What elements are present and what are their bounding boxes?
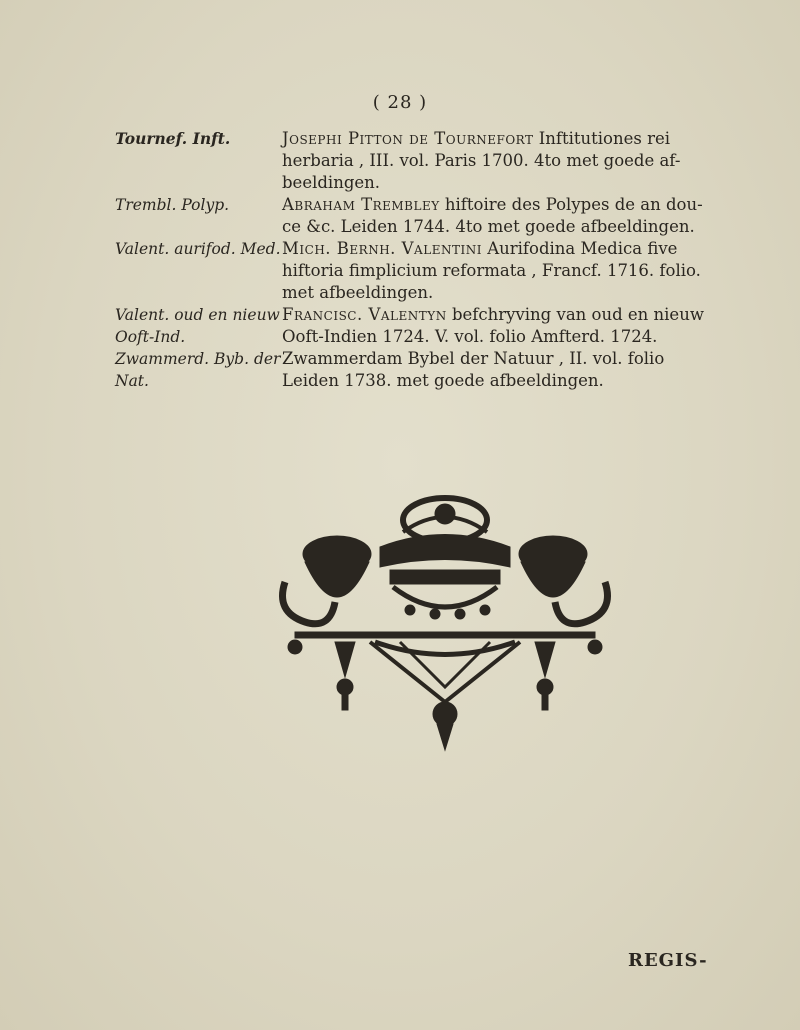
entry-description	[282, 304, 762, 348]
entry-line: ce &c. Leiden 1744. 4to met goede afbeeldingen.	[282, 217, 695, 236]
printers-ornament-icon	[275, 492, 615, 752]
entry-line: Mich. Bernh. Valentini Aurifodina Medica five	[282, 239, 678, 258]
entry-line: Abraham Trembley hiftoire des Polypes de an dou-	[282, 195, 703, 214]
entry-abbreviation: Valent. aurifod. Med.	[115, 240, 281, 258]
entry-abbreviation: Ooft-Ind.	[115, 328, 186, 346]
entry-line: Josephi Pitton de Tournefort Inftitutiones rei	[282, 129, 671, 148]
entry-description	[282, 348, 762, 392]
entry-description	[282, 238, 762, 304]
entry-line: hiftoria fimplicium reformata , Francf. 1716. folio.	[282, 261, 701, 280]
entry-line: met afbeeldingen.	[282, 283, 434, 302]
entry-abbreviation: Tournef. Inft.	[115, 129, 231, 148]
entry-description	[282, 128, 762, 194]
entry-line: herbaria , III. vol. Paris 1700. 4to met goede af-	[282, 151, 681, 170]
catchword: REGIS-	[628, 950, 708, 971]
entry-abbreviation: Valent. oud en nieuw	[115, 306, 280, 324]
page-number: ( 28 )	[372, 92, 428, 113]
entry-abbreviation: Zwammerd. Byb. der	[115, 350, 281, 368]
entry-line: Zwammerdam Bybel der Natuur , II. vol. folio	[282, 349, 665, 368]
entry-description	[282, 194, 762, 238]
entry-line: Ooft-Indien 1724. V. vol. folio Amfterd. 1724.	[282, 327, 658, 346]
entry-line: Francisc. Valentyn befchryving van oud en nieuw	[282, 305, 704, 324]
entry-line: beeldingen.	[282, 173, 381, 192]
entry-line: Leiden 1738. met goede afbeeldingen.	[282, 371, 604, 390]
entry-abbreviation: Trembl. Polyp.	[115, 196, 230, 214]
entry-abbreviation: Nat.	[115, 372, 149, 390]
